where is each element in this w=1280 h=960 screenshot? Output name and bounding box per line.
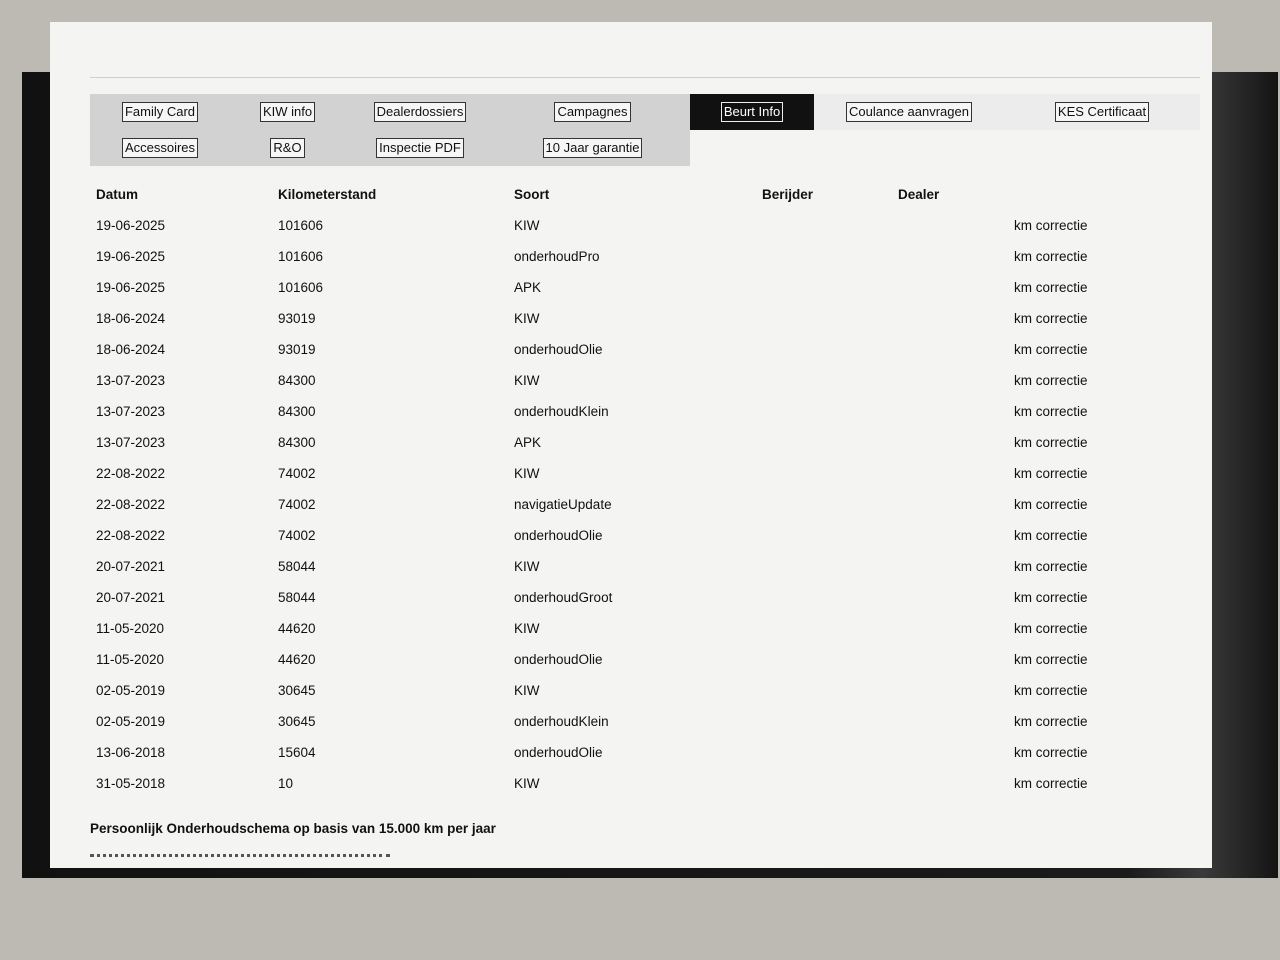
cell-kilometerstand: 10 [278,776,294,791]
cell-soort: onderhoudKlein [514,714,609,729]
table-row [90,551,1200,582]
cell-datum: 18-06-2024 [96,342,166,357]
10-jaar-garantie-button[interactable]: 10 Jaar garantie [543,138,643,158]
nav-cell-dealerdossiers [345,94,495,130]
cell-kilometerstand: 101606 [278,280,324,295]
cell-datum: 13-07-2023 [96,404,166,419]
table-row [90,768,1200,799]
table-row [90,737,1200,768]
cell-soort: KIW [514,373,540,388]
km-correctie-link[interactable]: km correctie [1014,652,1088,667]
table-row [90,210,1200,241]
table-row [90,365,1200,396]
beurt-info-button[interactable]: Beurt Info [721,102,783,122]
cell-kilometerstand: 58044 [278,590,316,605]
cell-datum: 13-07-2023 [96,435,166,450]
top-divider [90,77,1200,78]
cell-soort: onderhoudOlie [514,528,603,543]
cell-soort: onderhoudOlie [514,745,603,760]
table-row [90,644,1200,675]
header-dealer: Dealer [898,186,940,202]
cell-datum: 19-06-2025 [96,218,166,233]
cell-soort: KIW [514,559,540,574]
header-soort: Soort [514,186,550,202]
cell-kilometerstand: 84300 [278,404,316,419]
cell-kilometerstand: 101606 [278,218,324,233]
cell-soort: KIW [514,218,540,233]
table-row [90,582,1200,613]
cell-soort: KIW [514,621,540,636]
km-correctie-link[interactable]: km correctie [1014,311,1088,326]
table-row [90,272,1200,303]
cell-kilometerstand: 74002 [278,497,316,512]
cell-kilometerstand: 84300 [278,435,316,450]
nav-cell-kes [1004,94,1200,130]
cell-soort: onderhoudPro [514,249,600,264]
cell-datum: 02-05-2019 [96,683,166,698]
km-correctie-link[interactable]: km correctie [1014,776,1088,791]
table-header [90,178,1200,210]
cell-soort: onderhoudOlie [514,342,603,357]
coulance-aanvragen-button[interactable]: Coulance aanvragen [846,102,972,122]
table-row [90,489,1200,520]
cell-kilometerstand: 58044 [278,559,316,574]
cell-datum: 22-08-2022 [96,466,166,481]
cell-soort: APK [514,280,542,295]
cell-datum: 18-06-2024 [96,311,166,326]
cell-kilometerstand: 93019 [278,342,316,357]
cell-soort: APK [514,435,542,450]
km-correctie-link[interactable]: km correctie [1014,559,1088,574]
cell-kilometerstand: 74002 [278,466,316,481]
cell-datum: 11-05-2020 [96,621,165,636]
page-content [90,77,1200,857]
cell-soort: KIW [514,776,540,791]
cell-kilometerstand: 30645 [278,683,316,698]
table-row [90,613,1200,644]
km-correctie-link[interactable]: km correctie [1014,745,1088,760]
accessoires-button[interactable]: Accessoires [122,138,198,158]
table-body [90,210,1200,799]
cell-kilometerstand: 15604 [278,745,316,760]
cell-soort: onderhoudKlein [514,404,609,419]
cell-datum: 13-06-2018 [96,745,166,760]
nav-row-bottom [90,130,690,166]
cell-soort: KIW [514,683,540,698]
cell-soort: KIW [514,466,540,481]
cell-datum: 31-05-2018 [96,776,166,791]
km-correctie-link[interactable]: km correctie [1014,404,1088,419]
cell-kilometerstand: 101606 [278,249,324,264]
table-row [90,303,1200,334]
km-correctie-link[interactable]: km correctie [1014,373,1088,388]
km-correctie-link[interactable]: km correctie [1014,249,1088,264]
km-correctie-link[interactable]: km correctie [1014,590,1088,605]
kiw-info-button[interactable]: KIW info [260,102,315,122]
beurt-info-table [90,178,1200,799]
inspectie-pdf-button[interactable]: Inspectie PDF [376,138,464,158]
nav-cell-coulance [814,94,1004,130]
cell-soort: navigatieUpdate [514,497,612,512]
km-correctie-link[interactable]: km correctie [1014,280,1088,295]
printed-page [50,22,1212,868]
cell-datum: 13-07-2023 [96,373,166,388]
cell-kilometerstand: 74002 [278,528,316,543]
table-row [90,396,1200,427]
table-row [90,520,1200,551]
cell-datum: 19-06-2025 [96,249,166,264]
cell-soort: onderhoudOlie [514,652,603,667]
cell-kilometerstand: 44620 [278,652,316,667]
km-correctie-link[interactable]: km correctie [1014,342,1088,357]
nav-cell-accessoires [90,130,230,166]
table-row [90,241,1200,272]
cell-kilometerstand: 44620 [278,621,316,636]
cell-datum: 20-07-2021 [96,559,166,574]
cell-datum: 22-08-2022 [96,497,166,512]
km-correctie-link[interactable]: km correctie [1014,466,1088,481]
cell-datum: 20-07-2021 [96,590,166,605]
nav-cell-garantie [495,130,690,166]
header-datum: Datum [96,186,139,202]
cell-datum: 02-05-2019 [96,714,166,729]
table-row [90,706,1200,737]
campagnes-button[interactable]: Campagnes [554,102,630,122]
km-correctie-link[interactable]: km correctie [1014,528,1088,543]
table-row [90,334,1200,365]
onderhoudschema-text: Persoonlijk Onderhoudschema op basis van 15.000 km per jaar [90,821,496,836]
r-and-o-button[interactable]: R&O [270,138,304,158]
cell-datum: 11-05-2020 [96,652,165,667]
nav-cell-family-card [90,94,230,130]
nav-row-top [90,94,1200,130]
km-correctie-link[interactable]: km correctie [1014,621,1088,636]
cell-datum: 22-08-2022 [96,528,166,543]
cell-kilometerstand: 84300 [278,373,316,388]
header-berijder: Berijder [762,186,814,202]
km-correctie-link[interactable]: km correctie [1014,714,1088,729]
nav-cell-kiw-info [230,94,345,130]
table-row [90,427,1200,458]
cell-kilometerstand: 30645 [278,714,316,729]
family-card-button[interactable]: Family Card [122,102,198,122]
table-row [90,675,1200,706]
cut-off-line [90,844,390,857]
km-correctie-link[interactable]: km correctie [1014,497,1088,512]
km-correctie-link[interactable]: km correctie [1014,683,1088,698]
cell-datum: 19-06-2025 [96,280,166,295]
nav-bar [90,94,1200,172]
nav-cell-inspectie [345,130,495,166]
header-kilometerstand: Kilometerstand [278,186,377,202]
km-correctie-link[interactable]: km correctie [1014,218,1088,233]
nav-cell-ro [230,130,345,166]
cell-kilometerstand: 93019 [278,311,316,326]
nav-cell-beurt-info [690,94,814,130]
kes-certificaat-button[interactable]: KES Certificaat [1055,102,1149,122]
nav-cell-campagnes [495,94,690,130]
cell-soort: onderhoudGroot [514,590,613,605]
dealerdossiers-button[interactable]: Dealerdossiers [374,102,467,122]
table-row [90,458,1200,489]
km-correctie-link[interactable]: km correctie [1014,435,1088,450]
cell-soort: KIW [514,311,540,326]
